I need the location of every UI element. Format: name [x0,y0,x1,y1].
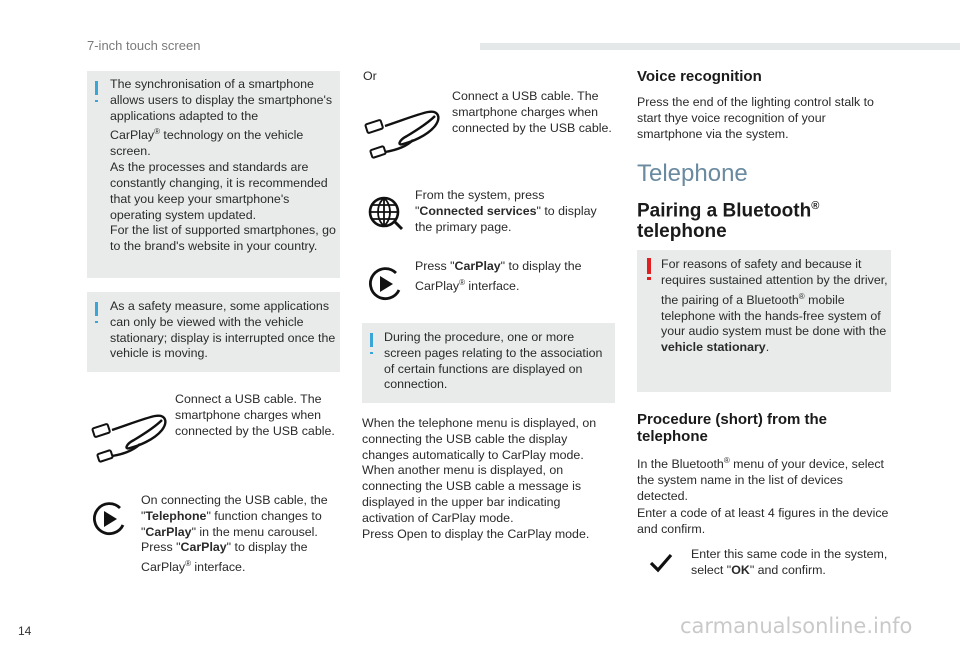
note-paragraph: For the list of supported smartphones, go to the brand's website in your country. [110,223,336,254]
info-icon-dot [370,352,373,354]
note-paragraph: As the processes and standards are constantly changing, it is recommended that you keep your smartphone's operating system updated. [110,160,328,222]
or-label: Or [363,69,377,83]
watermark: carmanualsonline.info [680,614,913,638]
info-icon [95,302,98,316]
checkmark-icon [649,553,673,573]
note-text: As a safety measure, some applications can only be viewed with the vehicle stationary; display is interrupted once the vehicle is moving. [110,299,336,361]
info-note-synchronisation [87,71,340,278]
play-icon [90,500,128,538]
warning-icon-dot [647,277,651,280]
usb-connect-text: Connect a USB cable. The smartphone charges when connected by the USB cable. [175,392,335,438]
info-icon-dot [95,321,98,323]
connected-services-text: From the system, press "Connected services" to display the primary page. [415,188,597,234]
info-note-procedure [362,323,615,403]
carplay-mode-description: When the telephone menu is displayed, on connecting the USB cable the display changes automatically to CarPlay mode. When another menu is displayed, on connecting the USB cable a message is displayed in the upper bar indicating activation of CarPlay mode. Press Open to display the CarPlay mode. [362,416,597,541]
note-text: During the procedure, one or more screen pages relating to the association of certain functions are displayed on connection. [384,330,603,392]
press-carplay-text: Press "CarPlay" to display the CarPlay® interface. [415,259,582,293]
carplay-instructions: On connecting the USB cable, the "Telephone" function changes to "CarPlay" in the menu carousel. Press "CarPlay" to display the CarPlay® interface. [141,493,328,575]
info-icon [95,81,98,95]
info-icon-dot [95,100,98,102]
usb-connect-text: Connect a USB cable. The smartphone charges when connected by the USB cable. [452,89,612,135]
usb-cable-icon [363,106,443,164]
voice-recognition-text: Press the end of the lighting control stalk to start thye voice recognition of your smartphone via the system. [637,95,874,141]
warning-text: For reasons of safety and because it requires sustained attention by the driver, the pairing of a Bluetooth® mobile telephone with the hands-free system of your audio system must be done with the vehicle stationary. [661,257,888,355]
procedure-step-confirm: Enter this same code in the system, select "OK" and confirm. [691,547,888,577]
warning-note-pairing [637,250,891,392]
warning-icon [647,258,651,274]
procedure-step-code: Enter a code of at least 4 figures in the device and confirm. [637,506,889,536]
pairing-heading: Pairing a Bluetooth® telephone [637,200,820,243]
play-icon [366,265,404,303]
header-rule [480,43,960,50]
procedure-step-select: In the Bluetooth® menu of your device, select the system name in the list of devices detected. [637,456,884,503]
note-paragraph: The synchronisation of a smartphone allows users to display the smartphone's applications adapted to the CarPlay® technology on the vehicle screen. [110,77,333,159]
section-label: 7-inch touch screen [87,38,201,53]
info-note-safety [87,292,340,372]
connected-services-icon [366,193,406,233]
page-number: 14 [18,624,32,638]
procedure-heading: Procedure (short) from the telephone [637,411,828,445]
usb-cable-icon [90,410,170,468]
info-icon [370,333,373,347]
telephone-heading: Telephone [637,160,748,187]
voice-recognition-heading: Voice recognition [637,68,762,85]
